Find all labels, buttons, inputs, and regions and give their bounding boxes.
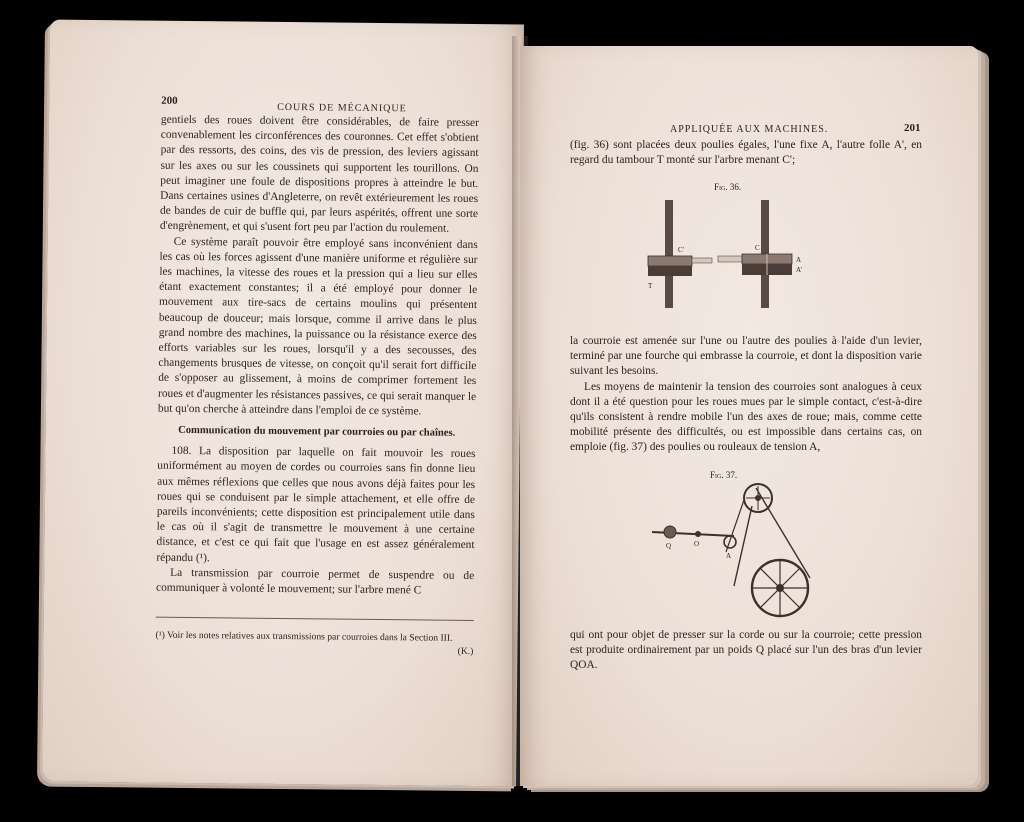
fig36-label-c: C [755, 244, 760, 252]
paragraph: Les moyens de maintenir la tension des courroies sont analogues à ceux dont il a été question pour les roues mues par le simple contact, c'est-à-dire qu'ils consistent à rendre mobile l'un des axes de roue; mais, comme cette mobilité présente des difficultés, ou est impossible dans certains cas, on emploie (fig. 37) des poulies ou rouleaux de tension A, [570, 380, 922, 454]
running-head-left: COURS DE MÉCANIQUE [277, 101, 407, 115]
left-body [156, 113, 479, 600]
fig36-label-c-prime: C' [678, 246, 684, 254]
footnote-text: (¹) Voir les notes relatives aux transmissions par courroies dans la Section III. [155, 629, 453, 644]
running-head-right: APPLIQUÉE AUX MACHINES. [670, 124, 829, 135]
open-book [38, 16, 994, 798]
footnote-sign: (K.) [457, 645, 474, 658]
right-top-text [570, 138, 922, 168]
fig36-label-t: T [648, 282, 653, 290]
paragraph: 108. La disposition par laquelle on fait mouvoir les roues uniformément au moyen de cordes ou courroies sans fin donne lieu aux mêmes réflexions que celles que nous avons déjà faites pour les roues qui se conduisent par le simple attachement, et elle offre de pareils inconvénients; cette disposition est principalement utile dans le cas où il s'agit de transmettre le mouvement à une certaine distance, et c'est ce qui fait que l'usage en est assez généralement répandu (¹). [156, 445, 476, 564]
paragraph: (fig. 36) sont placées deux poulies égales, l'une fixe A, l'autre folle A', en regard du tambour T monté sur l'arbre menant C'; [570, 139, 922, 167]
fig36-caption: Fig. 36. [714, 182, 742, 192]
paragraph: Ce système paraît pouvoir être employé sans inconvénient dans les cas où les forces agissent d'une manière uniforme et régulière sur les machines, la vitesse des roues et la pression qui a lieu sur elles étant exactement constantes; il a été employé pour donner le mouvement aux tire-sacs de certains moulins qui présentent beaucoup de douceur; mais lorsque, comme il arrive dans le plus grand nombre des machines, la puissance ou la résistance exerce des efforts variables sur les roues, lorsqu'il y a des secousses, des changements brusques de vitesse, on conçoit qu'il serait fort difficile de s'opposer au glissement, à moins de comprimer fortement les roues et d'augmenter les résistances passives, ce qui serait manquer le but qu'on cherche à atteindre dans l'emploi de ce système. [157, 235, 478, 418]
fig36-pulley-diagram [646, 198, 816, 314]
footnote [155, 629, 473, 658]
fig37-label-q: Q [666, 542, 672, 550]
left-page [42, 20, 524, 787]
fig36-label-a: A [796, 256, 802, 264]
footnote-rule [156, 617, 474, 621]
right-bottom-text [570, 628, 922, 674]
fig37-label-o: O [694, 540, 700, 548]
paragraph: qui ont pour objet de presser sur la corde ou sur la courroie; cette pression est produite ordinairement par un poids Q placé sur l'un des bras d'un levier QOA. [570, 629, 922, 672]
section-heading: Communication du mouvement par courroies ou par chaînes. [178, 424, 456, 439]
fig37-tension-pulley-diagram [652, 482, 812, 622]
paragraph: gentiels des roues doivent être considérables, de faire presser convenablement les circonférences des couronnes. Cet effet s'obtient par des ressorts, des coins, des vis de pression, des leviers agissant sur les axes ou sur les coussinets qui supportent les tourillons. On peut imaginer une foule de dispositions propres à atteindre le but. Dans certaines usines d'Angleterre, on revêt extérieurement les roues de bandes de cuir de buffle qui, par leurs aspérités, offrent une sorte d'engrènement, et qui s'usent fort peu par l'action du roulement. [159, 113, 480, 236]
page-number-left: 200 [161, 94, 178, 107]
fig37-caption: Fig. 37. [710, 470, 738, 480]
paragraph: La transmission par courroie permet de suspendre ou de communiquer à volonté le mouvement; sur l'arbre mené C [155, 566, 475, 597]
right-mid-text [570, 334, 922, 456]
paragraph: la courroie est amenée sur l'une ou l'autre des poulies à l'aide d'un levier, terminé par une fourche qui embrasse la courroie, et dont la disposition varie suivant les besoins. [570, 335, 922, 378]
page-number-right: 201 [904, 122, 921, 134]
fig37-label-a: A [726, 552, 732, 560]
right-page [520, 46, 978, 786]
fig36-label-a-prime: A' [796, 266, 803, 274]
